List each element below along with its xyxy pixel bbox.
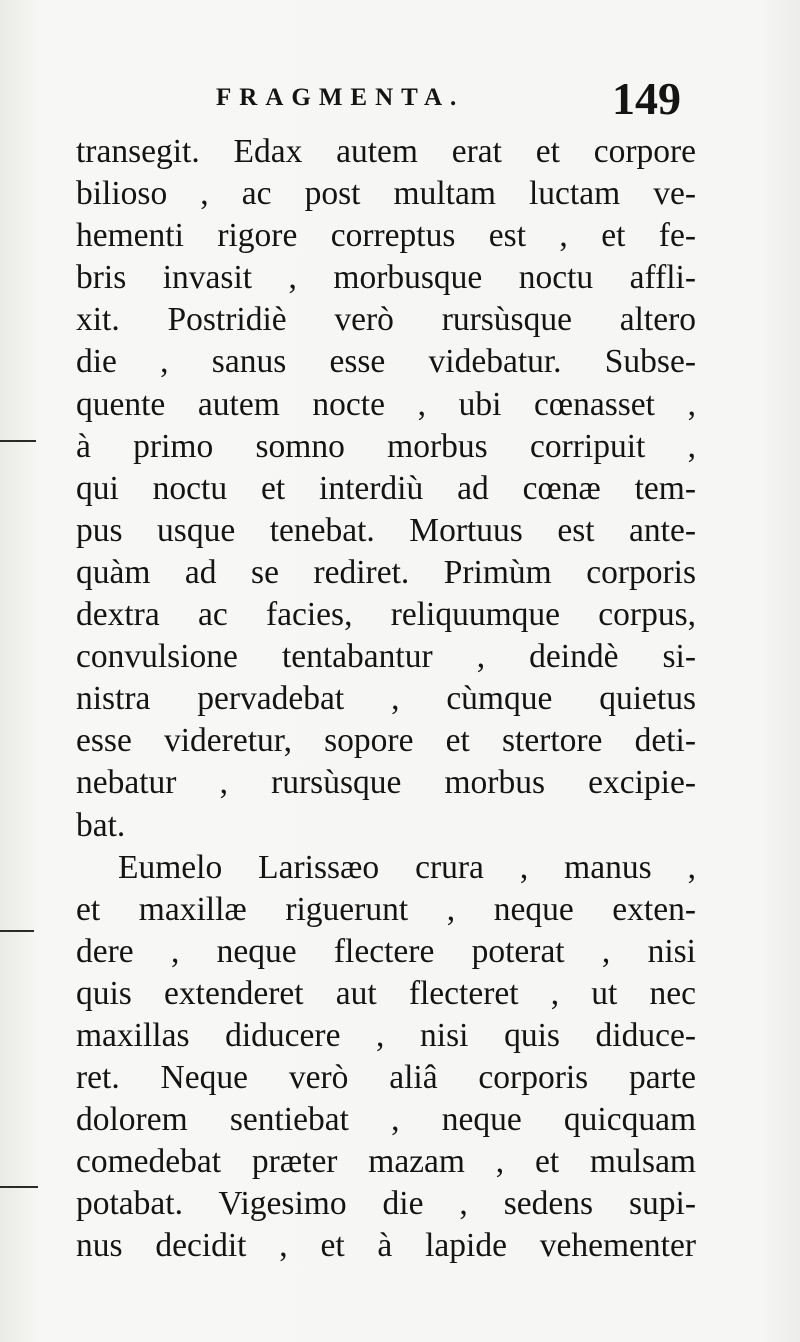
margin-mark (0, 930, 34, 932)
paragraph (76, 131, 696, 847)
text-line: nebatur , rursùsque morbus excipie- (76, 764, 696, 802)
page-number: 149 (612, 73, 681, 124)
text-line: convulsione tentabantur , deindè si- (76, 638, 696, 676)
running-head (0, 72, 800, 128)
text-line: qui noctu et interdiù ad cœnæ tem- (76, 469, 696, 507)
text-line: maxillas diducere , nisi quis diduce- (76, 1016, 696, 1054)
text-line: hementi rigore correptus est , et fe- (76, 217, 696, 255)
text-line: ret. Neque verò aliâ corporis parte (76, 1059, 696, 1097)
text-line: quis extenderet aut flecteret , ut nec (76, 974, 696, 1012)
text-line: die , sanus esse videbatur. Subse- (76, 343, 696, 381)
text-line: esse videretur, sopore et stertore deti- (76, 722, 696, 760)
text-line: dolorem sentiebat , neque quicquam (76, 1101, 696, 1139)
paragraph (76, 847, 696, 1268)
text-line: dextra ac facies, reliquumque corpus, (76, 596, 696, 634)
text-line: dere , neque flectere poterat , nisi (76, 932, 696, 970)
text-line: comedebat præter mazam , et mulsam (76, 1143, 696, 1181)
text-line: quente autem nocte , ubi cœnasset , (76, 385, 696, 423)
text-line: transegit. Edax autem erat et corpore (76, 133, 696, 170)
text-line: Eumelo Larissæo crura , manus , (118, 848, 696, 886)
margin-mark (0, 1186, 38, 1188)
text-line: xit. Postridiè verò rursùsque altero (76, 301, 696, 339)
text-line: bris invasit , morbusque noctu affli- (76, 259, 696, 297)
text-line: potabat. Vigesimo die , sedens supi- (76, 1185, 696, 1223)
text-line: bilioso , ac post multam luctam ve- (76, 175, 696, 213)
text-line: nus decidit , et à lapide vehementer (76, 1227, 696, 1265)
text-line: bat. (76, 806, 126, 844)
margin-mark (0, 440, 36, 442)
body-text (76, 131, 696, 1268)
text-line: quàm ad se rediret. Primùm corporis (76, 553, 696, 591)
text-line: à primo somno morbus corripuit , (76, 427, 696, 465)
text-line: nistra pervadebat , cùmque quietus (76, 680, 696, 718)
running-title: FRAGMENTA. (216, 84, 465, 111)
text-line: pus usque tenebat. Mortuus est ante- (76, 511, 696, 549)
text-line: et maxillæ riguerunt , neque exten- (76, 890, 696, 928)
